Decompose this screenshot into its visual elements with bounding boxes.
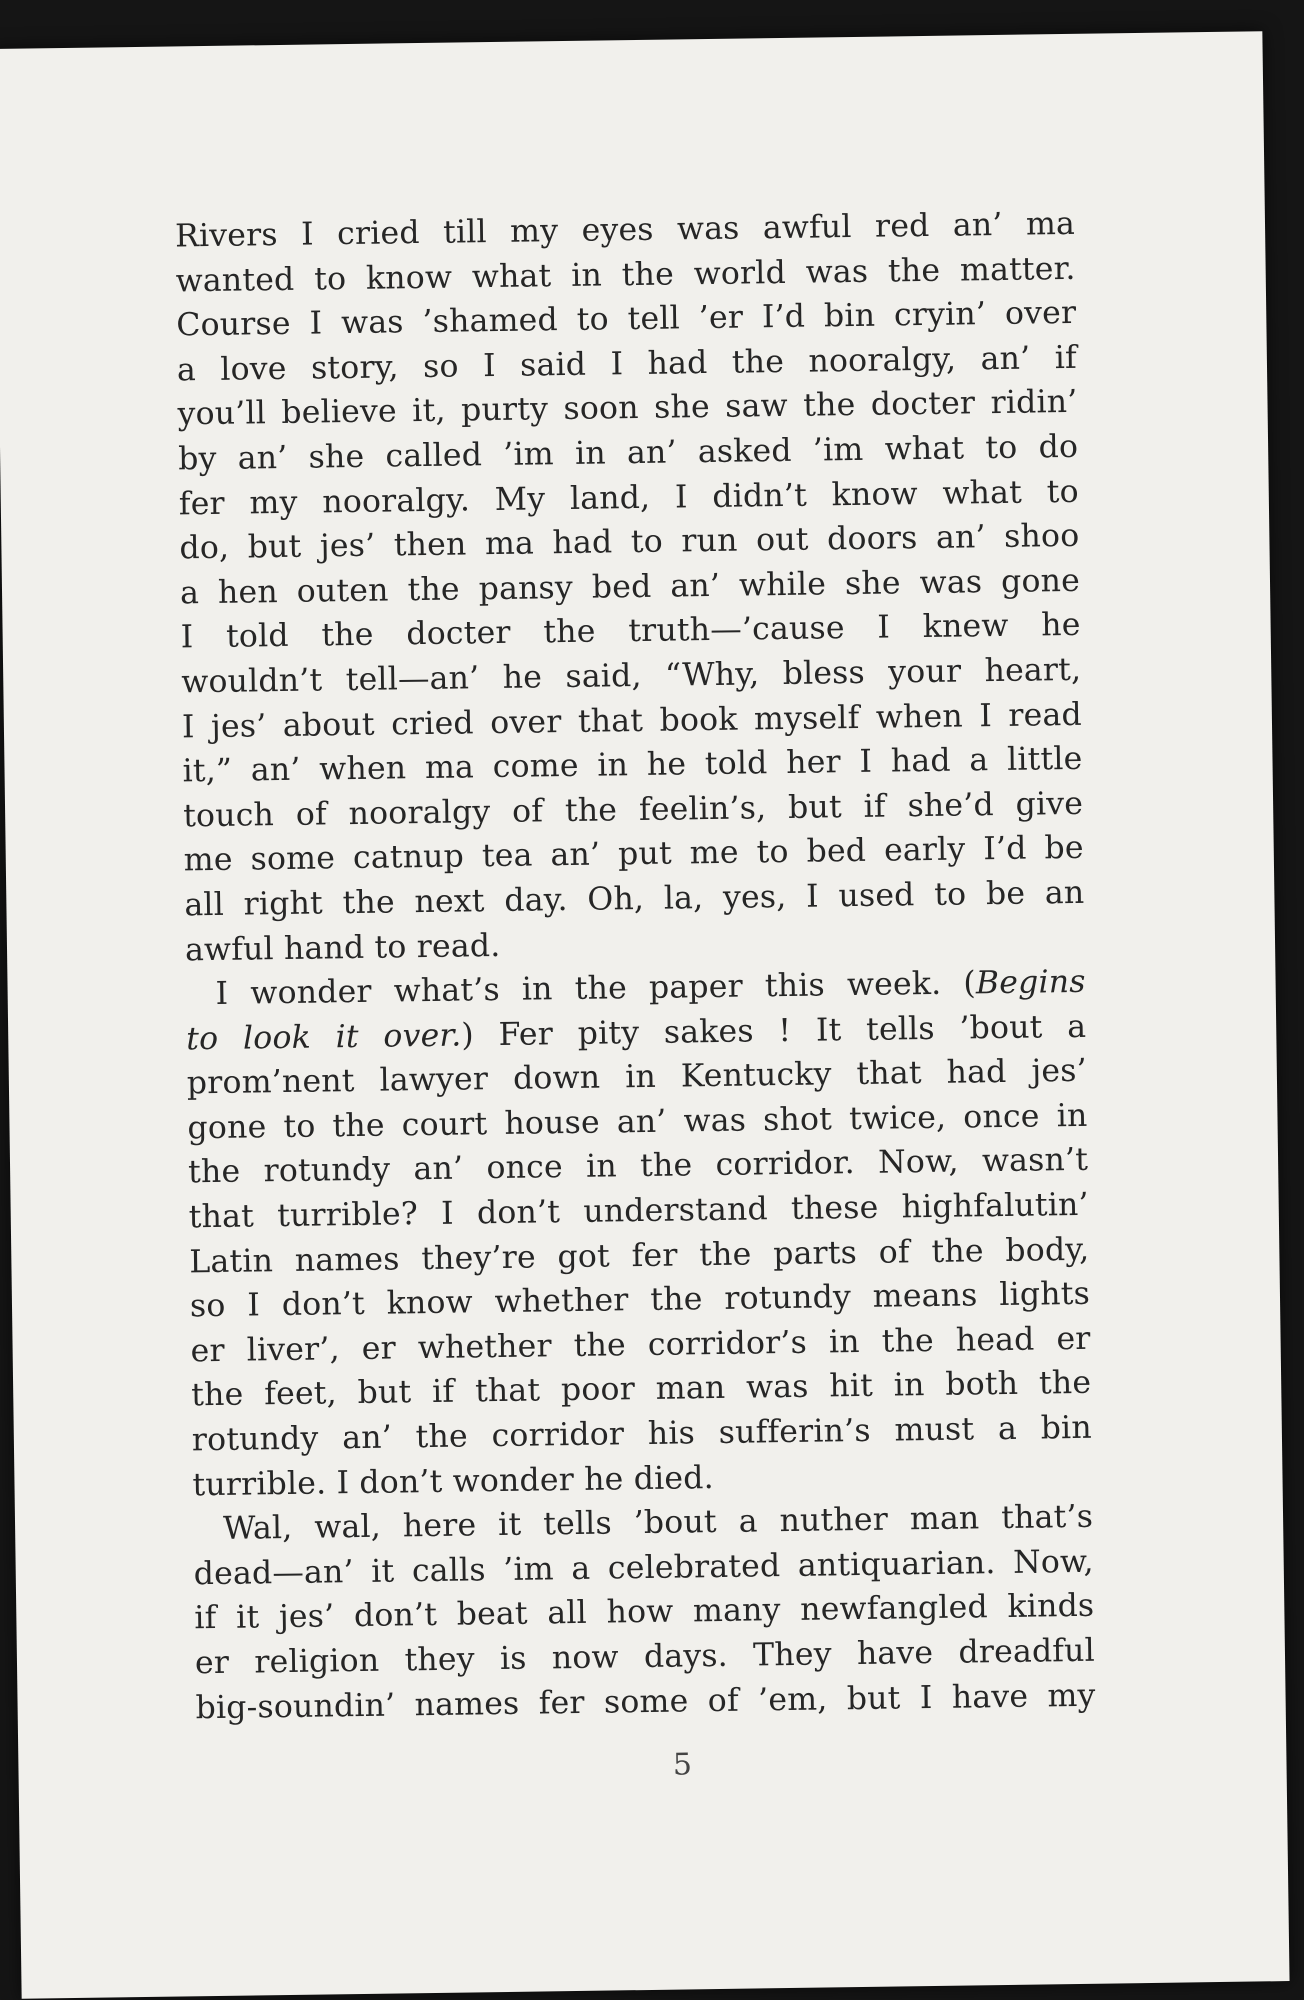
text-line: gone to the court house an’ was shot twice, once in: [187, 1097, 1088, 1147]
text-line: er liver’, er whether the corridor’s in the head er: [190, 1320, 1091, 1370]
paragraph-1: [175, 202, 1085, 973]
text-line: Latin names they’re got fer the parts of the body,: [189, 1231, 1090, 1280]
text-line: awful hand to read.: [184, 927, 501, 968]
text-line: you’ll believe it, purty soon she saw the docter ridin’: [177, 384, 1078, 433]
text-line: a hen outen the pansy bed an’ while she was gone: [179, 562, 1081, 612]
text-line: dead—an’ it calls ’im a celebrated antiquarian. Now,: [193, 1543, 1094, 1593]
text-line: if it jes’ don’t beat all how many newfangled kinds: [194, 1588, 1095, 1637]
text-line: that turrible? I don’t understand these highfalutin’: [188, 1186, 1089, 1236]
text-line: wouldn’t tell—an’ he said, “Why, bless your heart,: [181, 651, 1082, 701]
text-line: wanted to know what in the world was the matter.: [175, 250, 1076, 300]
text-line: a love story, so I said I had the nooralgy, an’ if: [176, 339, 1078, 389]
text-line: it,” an’ when ma come in he told her I had a little: [182, 740, 1083, 790]
paragraph-3: [193, 1495, 1096, 1731]
body-text: [175, 202, 1096, 1731]
text-line: er religion they is now days. They have dreadful: [194, 1632, 1096, 1682]
text-line: rotundy an’ the corridor his sufferin’s must a bin: [191, 1409, 1093, 1459]
text-fragment: I wonder what’s in the paper this week. (: [215, 965, 977, 1013]
text-line: Course I was ’shamed to tell ’er I’d bin cryin’ over: [176, 295, 1077, 344]
text-line: the feet, but if that poor man was hit in both the: [191, 1365, 1092, 1414]
text-line: turrible. I don’t wonder he died.: [192, 1459, 715, 1503]
book-page: [0, 31, 1290, 1999]
stage-direction: to look it over.: [186, 1017, 462, 1058]
text-line: do, but jes’ then ma had to run out doors an’ shoo: [179, 518, 1080, 567]
text-fragment: ) Fer pity sakes ! It tells ’bout a: [461, 1008, 1087, 1054]
text-line: the rotundy an’ once in the corridor. Now, wasn’t: [187, 1142, 1089, 1191]
text-line: Wal, wal, here it tells ’bout a nuther man that’s: [222, 1498, 1094, 1548]
text-line: I jes’ about cried over that book myself when I read: [181, 696, 1083, 745]
text-line: by an’ she called ’im in an’ asked ’im what to do: [177, 428, 1079, 478]
text-line: so I don’t know whether the rotundy means lights: [189, 1276, 1091, 1325]
paragraph-2: [185, 960, 1092, 1508]
text-line: fer my nooralgy. My land, I didn’t know what to: [178, 473, 1079, 522]
text-line: Rivers I cried till my eyes was awful red an’ ma: [174, 205, 1076, 255]
text-line: touch of nooralgy of the feelin’s, but if she’d give: [182, 785, 1084, 835]
text-line: all right the next day. Oh, la, yes, I used to be an: [184, 874, 1085, 924]
text-line: me some catnup tea an’ put me to bed early I’d be: [183, 830, 1084, 879]
stage-direction: Begins: [975, 963, 1086, 1002]
text-line: big-soundin’ names fer some of ’em, but I have my: [195, 1677, 1096, 1726]
text-line: I told the docter the truth—’cause I knew he: [180, 607, 1081, 656]
text-line: prom’nent lawyer down in Kentucky that had jes’: [186, 1053, 1088, 1102]
page-number: 5: [672, 1747, 693, 1783]
